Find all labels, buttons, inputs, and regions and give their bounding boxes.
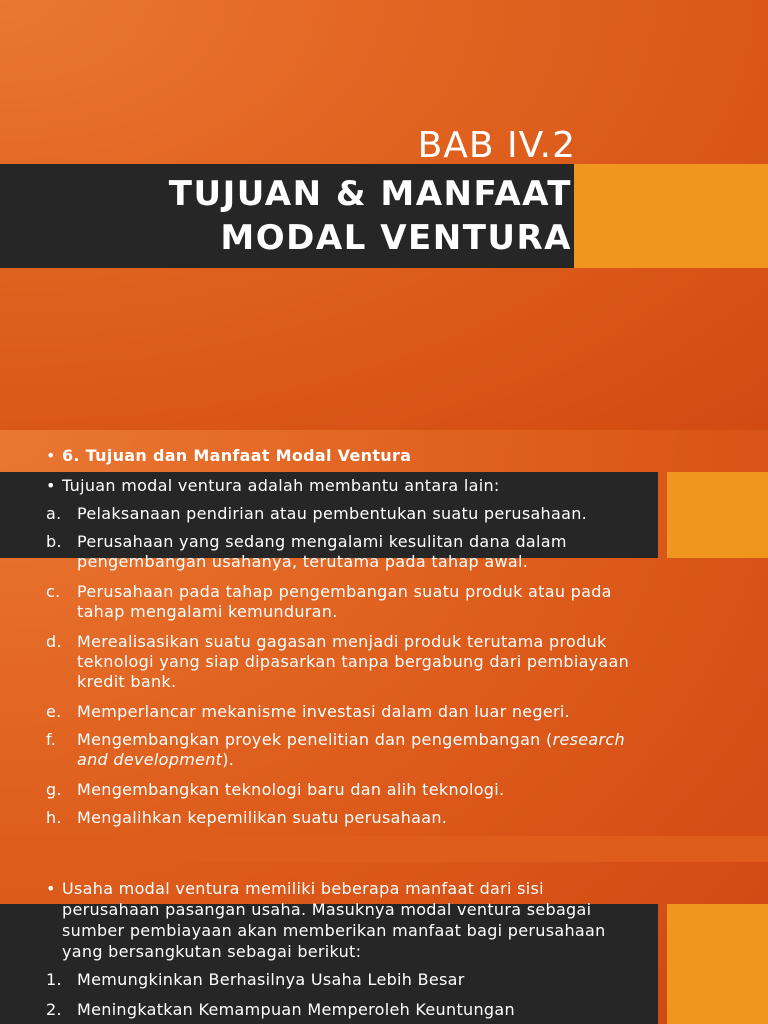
section-heading: • 6. Tujuan dan Manfaat Modal Ventura	[46, 446, 412, 465]
bullet-icon: •	[46, 476, 56, 495]
intro-text: • Tujuan modal ventura adalah membantu antara lain:	[46, 476, 500, 495]
list-item: 2. Meningkatkan Kemampuan Memperoleh Keuntungan	[46, 1000, 515, 1019]
list-item: a. Pelaksanaan pendirian atau pembentukan suatu perusahaan.	[46, 504, 588, 523]
title-slide	[0, 0, 768, 430]
list-item: g. Mengembangkan teknologi baru dan alih teknologi.	[46, 780, 505, 799]
list-item: d. Merealisasikan suatu gagasan menjadi produk terutama produk teknologi yang siap dipasarkan tanpa bergabung dari pembiayaan kredit bank.	[46, 632, 630, 691]
slide-title	[169, 172, 572, 260]
bullet-icon: •	[46, 446, 56, 465]
title-accent-box	[574, 164, 768, 268]
content-slide	[0, 430, 768, 1024]
list-item: f. Mengembangkan proyek penelitian dan pengembangan (research and development).	[46, 730, 625, 769]
bullet-icon: •	[46, 879, 56, 898]
list-item: b. Perusahaan yang sedang mengalami kesulitan dana dalam pengembangan usahanya, terutama pada tahap awal.	[46, 532, 567, 571]
slide-title-line2: MODAL VENTURA	[220, 218, 572, 258]
content-accent-box	[667, 472, 768, 558]
content-accent-box-2	[667, 904, 768, 1024]
list-item: c. Perusahaan pada tahap pengembangan suatu produk atau pada tahap mengalami kemunduran.	[46, 582, 612, 621]
benefit-intro: • Usaha modal ventura memiliki beberapa manfaat dari sisi perusahaan pasangan usaha. Masuknya modal ventura sebagai sumber pembiayaan akan memberikan manfaat bagi perusahaan yang bersangkutan sebagai berikut:	[46, 879, 606, 961]
list-item: h. Mengalihkan kepemilikan suatu perusahaan.	[46, 808, 448, 827]
list-item: e. Memperlancar mekanisme investasi dalam dan luar negeri.	[46, 702, 571, 721]
slide-subtitle: BAB IV.2	[417, 125, 576, 166]
list-item: 1. Memungkinkan Berhasilnya Usaha Lebih Besar	[46, 970, 465, 989]
slide-separator	[0, 836, 768, 862]
slide-title-line1: TUJUAN & MANFAAT	[168, 174, 572, 214]
